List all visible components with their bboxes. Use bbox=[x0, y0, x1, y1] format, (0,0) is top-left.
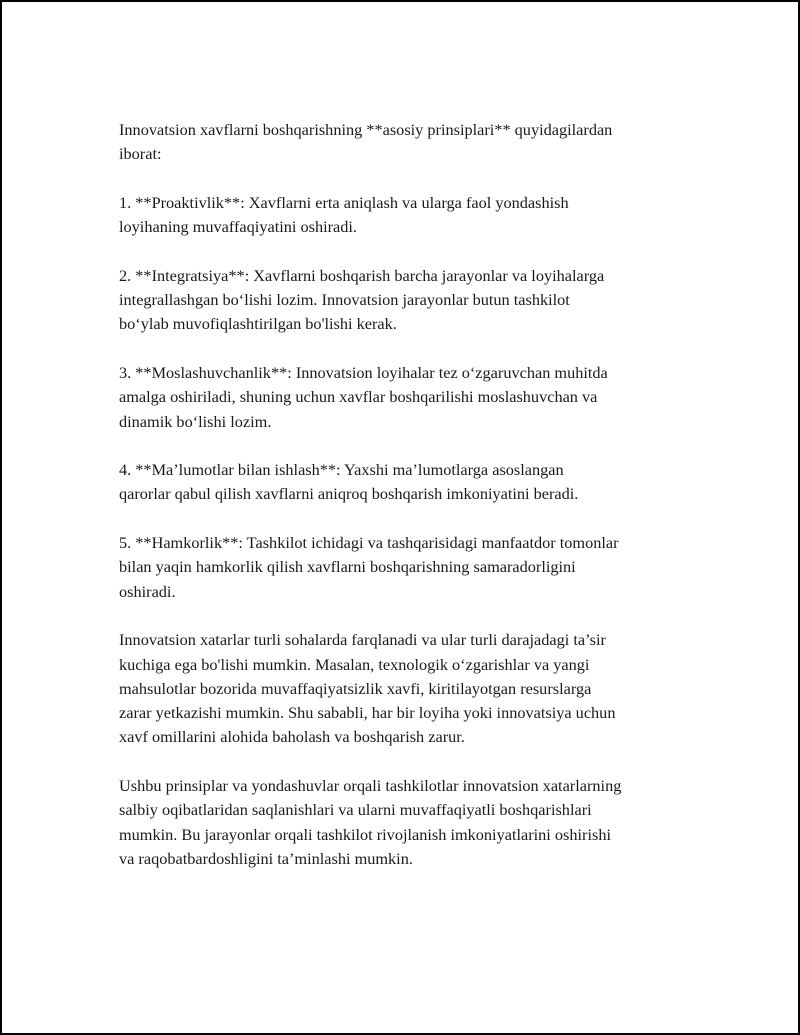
principle-integratsiya: 2. **Integratsiya**: Xavflarni boshqarish barcha jarayonlar va loyihalarga integrallashgan bo‘lishi lozim. Innovatsion jarayonlar butun tashkilot bo‘ylab muvofiqlashtirilgan bo'lishi kerak. bbox=[119, 265, 605, 334]
conclusion-paragraph: Ushbu prinsiplar va yondashuvlar orqali tashkilotlar innovatsion xatarlarning salbiy oqibatlaridan saqlanishlari va ularni muvaffaqiyatli boshqarishlari mumkin. Bu jarayonlar orqali tashkilot rivojlanish imkoniyatlarini oshirishi va raqobatbardoshligini ta’minlashi mumkin. bbox=[119, 776, 622, 868]
principle-malumotlar: 4. **Ma’lumotlar bilan ishlash**: Yaxshi ma’lumotlarga asoslangan qarorlar qabul qilish xavflarni aniqroq boshqarish imkoniyatini beradi. bbox=[119, 460, 579, 504]
intro-paragraph: Innovatsion xavflarni boshqarishning **asosiy prinsiplari** quyidagilardan iborat: bbox=[119, 120, 613, 164]
principle-proaktivlik: 1. **Proaktivlik**: Xavflarni erta aniqlash va ularga faol yondashish loyihaning muvaffaqiyatini oshiradi. bbox=[119, 192, 569, 237]
document-body bbox=[119, 118, 709, 871]
principle-hamkorlik: 5. **Hamkorlik**: Tashkilot ichidagi va tashqarisidagi manfaatdor tomonlar bilan yaqin hamkorlik qilish xavflarni boshqarishning samaradorligini oshiradi. bbox=[119, 533, 619, 601]
principle-moslashuvchanlik: 3. **Moslashuvchanlik**: Innovatsion loyihalar tez o‘zgaruvchan muhitda amalga oshiriladi, shuning uchun xavflar boshqarilishi moslashuvchan va dinamik bo‘lishi lozim. bbox=[119, 362, 608, 431]
risk-explanation-paragraph: Innovatsion xatarlar turli sohalarda farqlanadi va ular turli darajadagi ta’sir kuchiga ega bo'lishi mumkin. Masalan, texnologik o‘zgarishlar va yangi mahsulotlar bozorida muvaffaqiyatsizlik xavfi, kiritilayotgan resurslarga zarar yetkazishi mumkin. Shu sababli, har bir loyiha yoki innovatsiya uchun xavf omillarini alohida baholash va boshqarish zarur. bbox=[119, 630, 616, 747]
